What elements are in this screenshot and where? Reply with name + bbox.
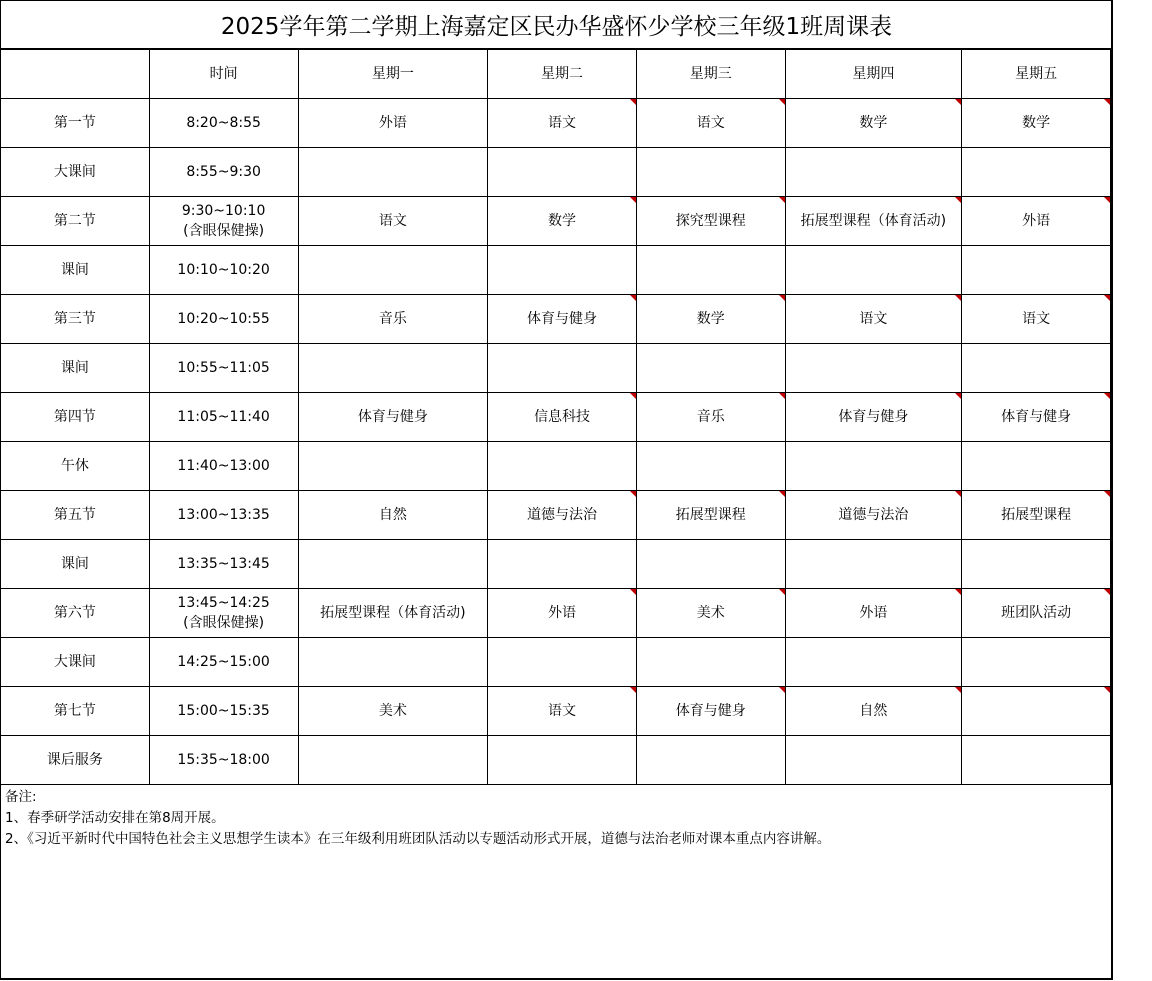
time-text: 13:00~13:35: [177, 507, 270, 523]
subject-text: 体育与健身: [675, 703, 746, 719]
subject-text: 数学: [1022, 115, 1051, 131]
table-row: [1, 344, 1111, 393]
comment-indicator-icon[interactable]: [955, 99, 961, 105]
class-cell[interactable]: [488, 246, 637, 295]
subject-text: 美术: [696, 605, 725, 621]
class-cell[interactable]: [785, 99, 962, 148]
table-row: [1, 540, 1111, 589]
time-text: 9:30~10:10: [181, 203, 266, 219]
header-cell[interactable]: [1, 50, 150, 99]
comment-indicator-icon[interactable]: [955, 491, 961, 497]
header-cell[interactable]: 星期五: [962, 50, 1111, 99]
class-cell[interactable]: [636, 197, 785, 246]
class-cell[interactable]: [962, 148, 1111, 197]
comment-indicator-icon[interactable]: [779, 589, 785, 595]
class-cell[interactable]: [636, 246, 785, 295]
timetable: [0, 49, 1111, 785]
subject-text: 自然: [859, 703, 888, 719]
time-cell[interactable]: [149, 197, 298, 246]
subject-text: 道德与法治: [838, 507, 909, 523]
table-row: [1, 148, 1111, 197]
period-cell[interactable]: 第二节: [1, 197, 150, 246]
class-cell[interactable]: [636, 295, 785, 344]
header-cell[interactable]: 星期三: [636, 50, 785, 99]
subject-text: 探究型课程: [675, 213, 746, 229]
time-text: 10:55~11:05: [177, 360, 270, 376]
time-text: 8:20~8:55: [186, 115, 261, 131]
comment-indicator-icon[interactable]: [630, 99, 636, 105]
time-text: 11:05~11:40: [177, 409, 270, 425]
table-row: [1, 99, 1111, 148]
period-cell[interactable]: 午休: [1, 442, 150, 491]
class-cell[interactable]: [636, 99, 785, 148]
period-cell[interactable]: 大课间: [1, 148, 150, 197]
class-cell[interactable]: [785, 197, 962, 246]
comment-indicator-icon[interactable]: [955, 295, 961, 301]
table-row: [1, 246, 1111, 295]
table-row: [1, 442, 1111, 491]
class-cell[interactable]: [785, 638, 962, 687]
time-cell[interactable]: [149, 638, 298, 687]
subject-text: 拓展型课程: [1001, 507, 1072, 523]
comment-indicator-icon[interactable]: [955, 589, 961, 595]
comment-indicator-icon[interactable]: [779, 491, 785, 497]
period-cell[interactable]: 第四节: [1, 393, 150, 442]
class-cell[interactable]: [636, 589, 785, 638]
time-text: 8:55~9:30: [186, 164, 261, 180]
comment-indicator-icon[interactable]: [630, 589, 636, 595]
class-cell[interactable]: [962, 442, 1111, 491]
class-cell[interactable]: [488, 540, 637, 589]
class-cell[interactable]: [488, 295, 637, 344]
class-cell[interactable]: [962, 638, 1111, 687]
period-cell[interactable]: 课间: [1, 540, 150, 589]
comment-indicator-icon[interactable]: [779, 687, 785, 693]
class-cell[interactable]: [785, 491, 962, 540]
period-cell[interactable]: 第六节: [1, 589, 150, 638]
class-cell[interactable]: [636, 540, 785, 589]
comment-indicator-icon[interactable]: [955, 687, 961, 693]
time-cell[interactable]: [149, 589, 298, 638]
class-cell[interactable]: [962, 736, 1111, 785]
subject-text: 体育与健身: [838, 409, 909, 425]
time-cell[interactable]: [149, 246, 298, 295]
class-cell[interactable]: [785, 589, 962, 638]
time-cell[interactable]: [149, 540, 298, 589]
period-cell[interactable]: 第三节: [1, 295, 150, 344]
class-cell[interactable]: [636, 491, 785, 540]
header-cell[interactable]: 时间: [149, 50, 298, 99]
comment-indicator-icon[interactable]: [1104, 295, 1110, 301]
class-cell[interactable]: [636, 393, 785, 442]
class-cell[interactable]: [298, 736, 488, 785]
table-row: [1, 491, 1111, 540]
class-cell[interactable]: [488, 99, 637, 148]
class-cell[interactable]: [962, 246, 1111, 295]
header-row: [1, 50, 1111, 99]
class-cell[interactable]: [298, 148, 488, 197]
class-cell[interactable]: [298, 295, 488, 344]
class-cell[interactable]: [785, 393, 962, 442]
comment-indicator-icon[interactable]: [779, 99, 785, 105]
class-cell[interactable]: [488, 589, 637, 638]
time-cell[interactable]: [149, 491, 298, 540]
comment-indicator-icon[interactable]: [1104, 687, 1110, 693]
sheet-title: 2025学年第二学期上海嘉定区民办华盛怀少学校三年级1班周课表: [0, 0, 1112, 49]
class-cell[interactable]: [962, 197, 1111, 246]
time-cell[interactable]: [149, 295, 298, 344]
class-cell[interactable]: [488, 148, 637, 197]
comment-indicator-icon[interactable]: [1104, 589, 1110, 595]
notes-section: [0, 784, 1112, 980]
comment-indicator-icon[interactable]: [1104, 99, 1110, 105]
subject-text: 数学: [548, 213, 577, 229]
comment-indicator-icon[interactable]: [630, 295, 636, 301]
subject-text: 语文: [548, 703, 577, 719]
comment-indicator-icon[interactable]: [779, 295, 785, 301]
subject-text: 外语: [378, 115, 407, 131]
comment-indicator-icon[interactable]: [630, 393, 636, 399]
class-cell[interactable]: [298, 540, 488, 589]
subject-text: 数学: [859, 115, 888, 131]
class-cell[interactable]: [785, 246, 962, 295]
time-text: 15:00~15:35: [177, 703, 270, 719]
class-cell[interactable]: [785, 736, 962, 785]
subject-text: 外语: [859, 605, 888, 621]
time-text: (含眼保健操): [183, 223, 265, 239]
header-cell[interactable]: 星期四: [785, 50, 962, 99]
class-cell[interactable]: [488, 442, 637, 491]
class-cell[interactable]: [298, 638, 488, 687]
class-cell[interactable]: [636, 442, 785, 491]
table-row: [1, 638, 1111, 687]
subject-text: 语文: [696, 115, 725, 131]
subject-text: 语文: [378, 213, 407, 229]
period-cell[interactable]: 课间: [1, 344, 150, 393]
note-line: 2、《习近平新时代中国特色社会主义思想学生读本》在三年级利用班团队活动以专题活动形式开展，道德与法治老师对课本重点内容讲解。: [5, 831, 831, 847]
subject-text: 数学: [696, 311, 725, 327]
time-text: 13:35~13:45: [177, 556, 270, 572]
subject-text: 音乐: [696, 409, 725, 425]
subject-text: 语文: [548, 115, 577, 131]
subject-text: 体育与健身: [357, 409, 428, 425]
header-cell[interactable]: 星期一: [298, 50, 488, 99]
class-cell[interactable]: [298, 589, 488, 638]
subject-text: 外语: [1022, 213, 1051, 229]
notes-heading: 备注:: [5, 789, 37, 805]
comment-indicator-icon[interactable]: [779, 197, 785, 203]
comment-indicator-icon[interactable]: [1104, 393, 1110, 399]
subject-text: 语文: [859, 311, 888, 327]
subject-text: 班团队活动: [1001, 605, 1072, 621]
time-cell[interactable]: [149, 736, 298, 785]
class-cell[interactable]: [785, 148, 962, 197]
table-row: [1, 393, 1111, 442]
class-cell[interactable]: [488, 344, 637, 393]
subject-text: 美术: [378, 703, 407, 719]
time-cell[interactable]: [149, 687, 298, 736]
time-cell[interactable]: [149, 99, 298, 148]
class-cell[interactable]: [298, 246, 488, 295]
class-cell[interactable]: [298, 99, 488, 148]
subject-text: 拓展型课程: [675, 507, 746, 523]
class-cell[interactable]: [298, 442, 488, 491]
class-cell[interactable]: [298, 491, 488, 540]
comment-indicator-icon[interactable]: [955, 393, 961, 399]
time-cell[interactable]: [149, 393, 298, 442]
comment-indicator-icon[interactable]: [779, 393, 785, 399]
time-text: 10:20~10:55: [177, 311, 270, 327]
class-cell[interactable]: [962, 393, 1111, 442]
class-cell[interactable]: [962, 99, 1111, 148]
time-text: 13:45~14:25: [177, 595, 270, 611]
class-cell[interactable]: [962, 344, 1111, 393]
comment-indicator-icon[interactable]: [1104, 491, 1110, 497]
class-cell[interactable]: [636, 148, 785, 197]
class-cell[interactable]: [636, 687, 785, 736]
period-cell[interactable]: 大课间: [1, 638, 150, 687]
table-row: [1, 687, 1111, 736]
class-cell[interactable]: [488, 638, 637, 687]
time-cell[interactable]: [149, 344, 298, 393]
subject-text: 自然: [378, 507, 407, 523]
subject-text: 拓展型课程（体育活动): [320, 605, 466, 621]
table-row: [1, 736, 1111, 785]
subject-text: 信息科技: [534, 409, 591, 425]
class-cell[interactable]: [636, 638, 785, 687]
period-cell[interactable]: 第七节: [1, 687, 150, 736]
subject-text: 音乐: [378, 311, 407, 327]
class-cell[interactable]: [785, 687, 962, 736]
class-cell[interactable]: [488, 491, 637, 540]
subject-text: 道德与法治: [527, 507, 598, 523]
class-cell[interactable]: [785, 442, 962, 491]
table-row: [1, 295, 1111, 344]
period-cell[interactable]: 第一节: [1, 99, 150, 148]
subject-text: 体育与健身: [527, 311, 598, 327]
class-cell[interactable]: [785, 295, 962, 344]
time-text: 14:25~15:00: [177, 654, 270, 670]
period-cell[interactable]: 课间: [1, 246, 150, 295]
class-cell[interactable]: [962, 295, 1111, 344]
comment-indicator-icon[interactable]: [630, 197, 636, 203]
class-cell[interactable]: [962, 589, 1111, 638]
class-cell[interactable]: [636, 736, 785, 785]
class-cell[interactable]: [488, 736, 637, 785]
time-cell[interactable]: [149, 148, 298, 197]
time-text: (含眼保健操): [183, 615, 265, 631]
period-cell[interactable]: 课后服务: [1, 736, 150, 785]
period-cell[interactable]: 第五节: [1, 491, 150, 540]
class-cell[interactable]: [488, 197, 637, 246]
table-row: [1, 589, 1111, 638]
class-cell[interactable]: [488, 393, 637, 442]
header-cell[interactable]: 星期二: [488, 50, 637, 99]
subject-text: 拓展型课程（体育活动): [800, 213, 947, 229]
subject-text: 外语: [548, 605, 577, 621]
note-line: 1、春季研学活动安排在第8周开展。: [5, 810, 225, 826]
subject-text: 体育与健身: [1001, 409, 1072, 425]
class-cell[interactable]: [785, 344, 962, 393]
class-cell[interactable]: [298, 344, 488, 393]
comment-indicator-icon[interactable]: [955, 197, 961, 203]
class-cell[interactable]: [298, 687, 488, 736]
class-cell[interactable]: [488, 687, 637, 736]
time-cell[interactable]: [149, 442, 298, 491]
table-row: [1, 197, 1111, 246]
class-cell[interactable]: [298, 197, 488, 246]
time-text: 15:35~18:00: [177, 752, 270, 768]
class-cell[interactable]: [962, 491, 1111, 540]
class-cell[interactable]: [785, 540, 962, 589]
subject-text: 语文: [1022, 311, 1051, 327]
class-cell[interactable]: [298, 393, 488, 442]
time-text: 10:10~10:20: [177, 262, 270, 278]
time-text: 11:40~13:00: [177, 458, 270, 474]
comment-indicator-icon[interactable]: [630, 687, 636, 693]
comment-indicator-icon[interactable]: [1104, 197, 1110, 203]
comment-indicator-icon[interactable]: [630, 491, 636, 497]
class-cell[interactable]: [636, 344, 785, 393]
class-cell[interactable]: [962, 687, 1111, 736]
class-cell[interactable]: [962, 540, 1111, 589]
